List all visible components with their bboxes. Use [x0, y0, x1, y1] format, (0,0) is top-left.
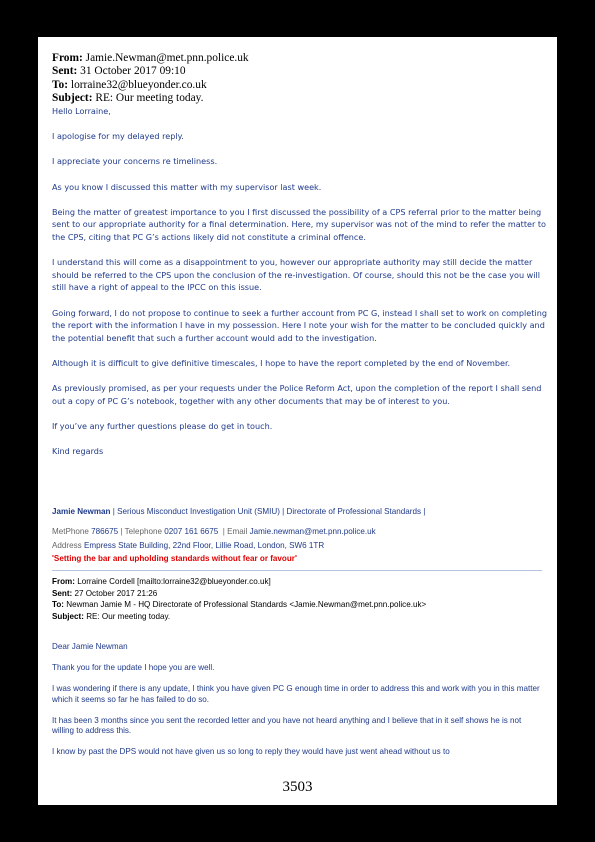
sent-value: 27 October 2017 21:26 — [74, 588, 158, 598]
sent-label: Sent: — [52, 65, 78, 78]
paragraph: Dear Jamie Newman — [52, 642, 128, 651]
metphone-value: 786675 — [91, 527, 119, 537]
page-number: 3503 — [282, 779, 313, 795]
telephone-label: | Telephone — [120, 527, 162, 537]
email-link[interactable]: Jamie.newman@met.pnn.police.uk — [249, 527, 376, 537]
quoted-email-body — [52, 642, 542, 768]
email-header — [52, 52, 552, 106]
from-label: From: — [52, 52, 83, 64]
paragraph: I was wondering if there is any update, I think you have given PC G enough time in order to address this and work with you in this matter which it seems so far he has failed to do so. — [52, 683, 540, 704]
sent-label: Sent: — [52, 588, 73, 598]
quoted-email-header — [52, 576, 552, 622]
address-label: Address — [52, 540, 82, 550]
signature-title: | Serious Misconduct Investigation Unit (SMIU) | Directorate of Professional Standards | — [110, 507, 426, 516]
paragraph: Kind regards — [52, 446, 104, 457]
from-value: Jamie.Newman@met.pnn.police.uk — [85, 52, 249, 64]
paragraph: It has been 3 months since you sent the recorded letter and you have not heard anything and I believe that in it self shows he is not willing to address this. — [52, 715, 522, 736]
paragraph: I appreciate your concerns re timeliness. — [52, 156, 218, 167]
paragraph: I apologise for my delayed reply. — [52, 131, 184, 142]
paragraph: Hello Lorraine, — [52, 106, 111, 116]
paragraph: If you’ve any further questions please do get in touch. — [52, 420, 273, 431]
to-value: Newman Jamie M - HQ Directorate of Professional Standards <Jamie.Newman@met.pnn.police.uk> — [66, 600, 427, 610]
subject-value: RE: Our meeting today. — [86, 611, 171, 621]
subject-label: Subject: — [52, 92, 93, 105]
from-value: Lorraine Cordell [mailto:lorraine32@blueyonder.co.uk] — [77, 577, 271, 586]
to-value: lorraine32@blueyonder.co.uk — [70, 78, 207, 91]
subject-label: Subject: — [52, 611, 84, 621]
email-signature — [52, 505, 552, 566]
email-body — [52, 105, 552, 470]
paragraph: As you know I discussed this matter with my supervisor last week. — [52, 181, 322, 192]
paragraph: I know by past the DPS would not have given us so long to reply they would have just went ahead without us to — [52, 747, 450, 757]
paragraph: I understand this will come as a disappointment to you, however our appropriate authority may still decide the matter should be referred to the CPS upon the conclusion of the re-investigation. Of course, should this not be the case you will still have a right of appeal to the IPCC on this issue. — [52, 257, 541, 293]
from-label: From: — [52, 577, 75, 586]
email-label: | Email — [222, 527, 248, 537]
metphone-label: MetPhone — [52, 527, 89, 537]
paragraph: As previously promised, as per your requests under the Police Reform Act, upon the completion of the report I shall send out a copy of PC G’s notebook, together with any other documents that may be of interest to you. — [52, 383, 542, 406]
paragraph: Thank you for the update I hope you are well. — [52, 662, 215, 672]
divider — [52, 570, 542, 571]
paragraph: Although it is difficult to give definitive timescales, I hope to have the report completed by the end of November. — [52, 357, 511, 368]
paragraph: Going forward, I do not propose to continue to seek a further account from PC G, instead I shall set to work on completing the report with the information I have in my possession. Here I note your wish for the matter to be concluded quickly and the potential benefit that such a further account would add to the investigation. — [52, 307, 547, 343]
signature-name: Jamie Newman — [52, 507, 111, 516]
to-label: To: — [52, 600, 64, 610]
telephone-value: 0207 161 6675 — [164, 527, 219, 537]
sent-value: 31 October 2017 09:10 — [80, 65, 186, 78]
document-page — [38, 37, 557, 805]
subject-value: RE: Our meeting today. — [95, 92, 204, 105]
paragraph: Being the matter of greatest importance to you I first discussed the possibility of a CPS referral prior to the matter being sent to our appropriate authority for a final determination. Here, my supervisor was not of the mind to refer the matter to the CPS, citing that PC G’s actions likely did not constitute a criminal offence. — [52, 206, 547, 242]
to-label: To: — [52, 78, 69, 91]
address-value: Empress State Building, 22nd Floor, Lillie Road, London, SW6 1TR — [83, 540, 325, 550]
signature-motto: 'Setting the bar and upholding standards without fear or favour' — [52, 554, 297, 564]
